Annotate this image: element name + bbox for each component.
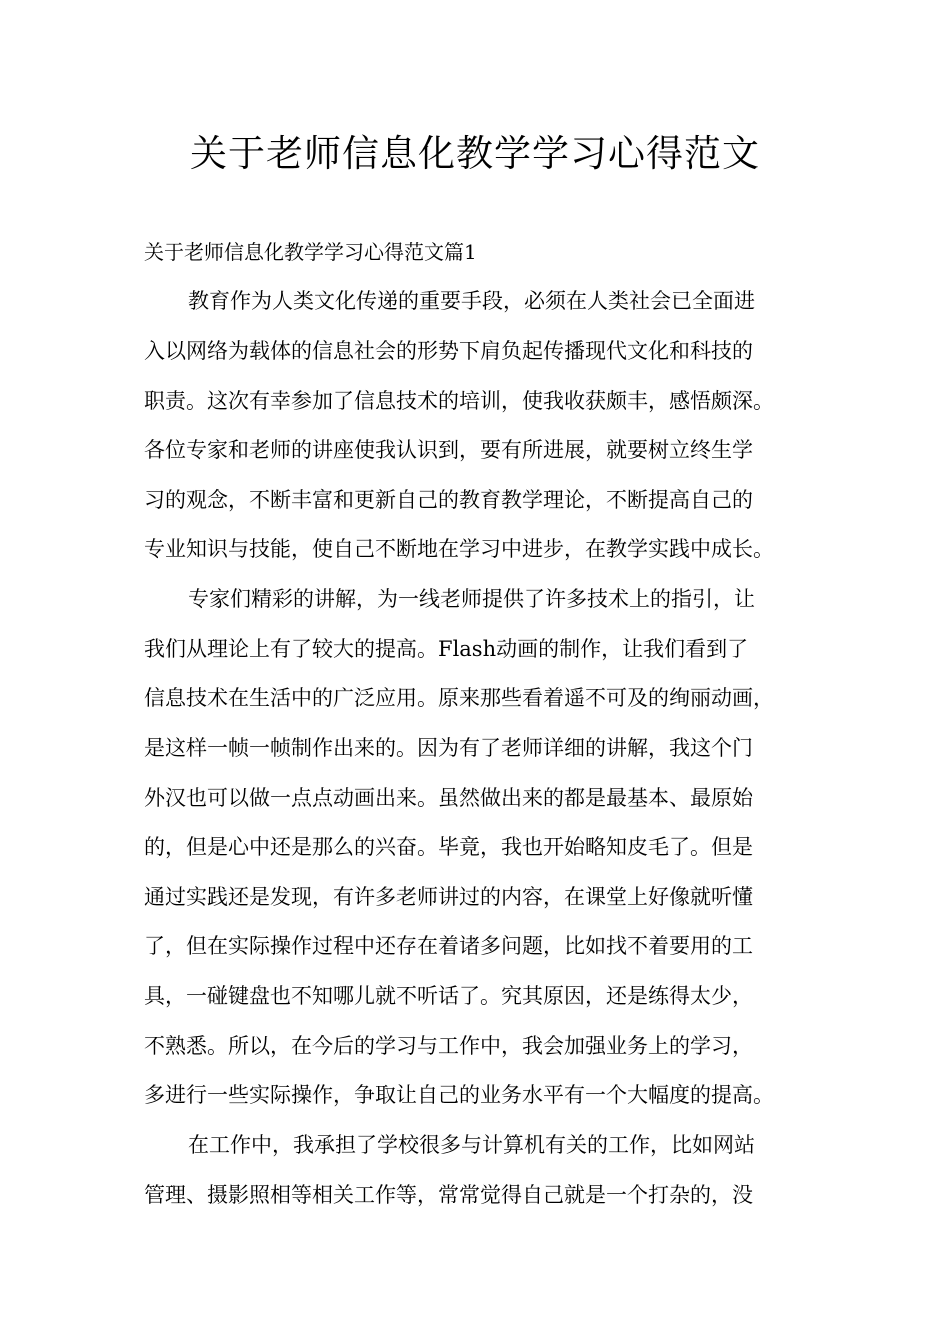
paragraph-line: 入以网络为载体的信息社会的形势下肩负起传播现代文化和科技的 (144, 339, 753, 363)
section-heading: 关于老师信息化教学学习心得范文篇1 (144, 240, 477, 264)
paragraph-line: 教育作为人类文化传递的重要手段，必须在人类社会已全面进 (188, 289, 755, 313)
paragraph-line: 管理、摄影照相等相关工作等，常常觉得自己就是一个打杂的，没 (144, 1183, 753, 1207)
paragraph-line: 在工作中，我承担了学校很多与计算机有关的工作，比如网站 (188, 1133, 755, 1157)
document-title: 关于老师信息化教学学习心得范文 (190, 132, 760, 175)
paragraph-line: 不熟悉。所以，在今后的学习与工作中，我会加强业务上的学习， (144, 1034, 753, 1058)
paragraph-line: 习的观念，不断丰富和更新自己的教育教学理论，不断提高自己的 (144, 488, 753, 512)
paragraph-line: 的，但是心中还是那么的兴奋。毕竟，我也开始略知皮毛了。但是 (144, 835, 753, 859)
paragraph-line: 职责。这次有幸参加了信息技术的培训，使我收获颇丰，感悟颇深。 (144, 389, 774, 413)
paragraph-line: 专业知识与技能，使自己不断地在学习中进步，在教学实践中成长。 (144, 537, 774, 561)
paragraph-line: 通过实践还是发现，有许多老师讲过的内容，在课堂上好像就听懂 (144, 885, 753, 909)
paragraph-line: 信息技术在生活中的广泛应用。原来那些看着遥不可及的绚丽动画， (144, 686, 774, 710)
paragraph-line: 各位专家和老师的讲座使我认识到，要有所进展，就要树立终生学 (144, 438, 753, 462)
paragraph-line: 多进行一些实际操作，争取让自己的业务水平有一个大幅度的提高。 (144, 1083, 774, 1107)
paragraph-line: 是这样一帧一帧制作出来的。因为有了老师详细的讲解，我这个门 (144, 736, 753, 760)
paragraph-line: 专家们精彩的讲解，为一线老师提供了许多技术上的指引，让 (188, 587, 755, 611)
paragraph-line: 外汉也可以做一点点动画出来。虽然做出来的都是最基本、最原始 (144, 786, 753, 810)
paragraph-line: 我们从理论上有了较大的提高。Flash动画的制作，让我们看到了 (144, 637, 749, 661)
paragraph-line: 具，一碰键盘也不知哪儿就不听话了。究其原因，还是练得太少， (144, 984, 753, 1008)
paragraph-line: 了，但在实际操作过程中还存在着诸多问题，比如找不着要用的工 (144, 934, 753, 958)
